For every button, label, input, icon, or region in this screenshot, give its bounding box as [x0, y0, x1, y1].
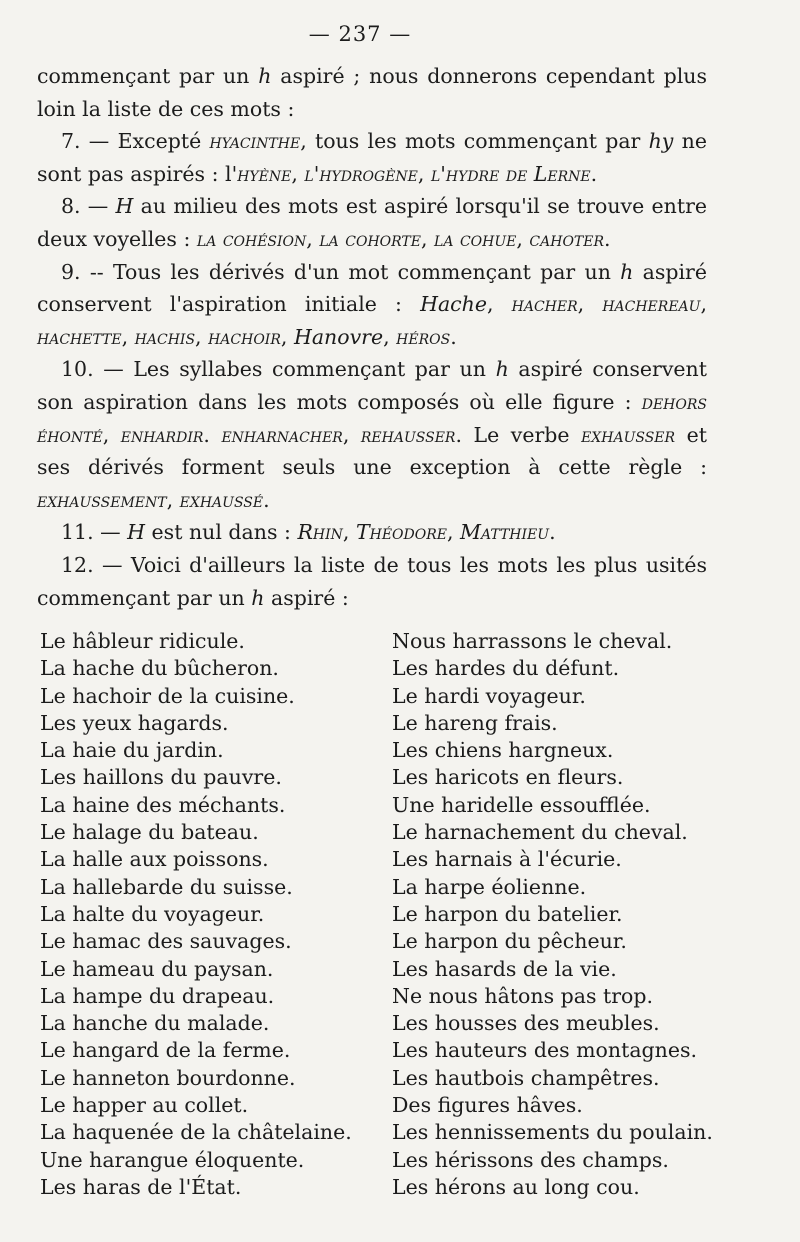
text-run: .: [203, 422, 222, 447]
text-run: aspiré ; nous donnerons cependant plus loin la liste de ces mots :: [37, 64, 707, 121]
text-run: hachette: [37, 324, 122, 349]
text-run: ,: [342, 520, 356, 545]
text-run: enhardir: [120, 422, 204, 447]
text-run: .: [549, 520, 556, 545]
list-item: Le happer au collet.: [40, 1093, 249, 1118]
text-run: ,: [166, 487, 180, 512]
text-run: . Le verbe: [455, 422, 582, 447]
text-run: ,: [516, 226, 530, 251]
text-run: la cohue: [434, 226, 517, 251]
text-run: .: [604, 226, 611, 251]
text-run: ,: [700, 292, 707, 317]
text-run: hyacinthe: [209, 129, 301, 154]
text-run: aspiré conservent son aspiration dans les mots composés où elle figure :: [37, 357, 707, 414]
list-item: Les hautbois champêtres.: [392, 1065, 660, 1090]
text-run: 9. -- Tous les dérivés d'un mot commençant par un: [61, 259, 621, 284]
list-item: La hampe du drapeau.: [40, 983, 275, 1008]
list-item: Les hérissons des champs.: [392, 1147, 669, 1172]
list-item: La halle aux poissons.: [40, 847, 269, 872]
list-item: Les hennissements du poulain.: [392, 1120, 713, 1145]
list-item: Une harangue éloquente.: [40, 1147, 305, 1172]
text-run: ,: [195, 324, 209, 349]
text-run: .: [263, 487, 270, 512]
list-item: Le harnachement du cheval.: [392, 820, 688, 845]
list-item: Les chiens hargneux.: [392, 738, 614, 763]
text-run: aspiré conservent l'aspiration initiale :: [37, 259, 707, 317]
text-run: 7. — Excepté: [61, 129, 210, 154]
text-run: exhausser: [581, 422, 676, 447]
list-item: La haquenée de la châtelaine.: [40, 1120, 352, 1145]
text-run: ,: [121, 324, 135, 349]
paragraph-rule-8: [37, 190, 707, 255]
list-item: Le harpon du pêcheur.: [392, 929, 627, 954]
list-item: Les harnais à l'écurie.: [392, 847, 622, 872]
text-run: .: [450, 324, 457, 349]
paragraph-rule-11: [37, 516, 707, 549]
text-run: h: [620, 259, 634, 284]
list-item: Le hangard de la ferme.: [40, 1038, 291, 1063]
list-item: Les hardes du défunt.: [392, 656, 620, 681]
list-item: Les hasards de la vie.: [392, 956, 617, 981]
list-item: La hache du bûcheron.: [40, 656, 279, 681]
text-run: hachoir: [208, 324, 281, 349]
text-run: ne sont pas aspirés : l': [37, 129, 707, 186]
list-item: La haie du jardin.: [40, 738, 224, 763]
list-item: Des figures hâves.: [392, 1093, 583, 1118]
list-item: Les haricots en fleurs.: [392, 765, 624, 790]
text-run: l'hydre de Lerne: [430, 161, 591, 186]
text-run: Hanovre: [293, 324, 384, 349]
text-run: exhaussement: [37, 487, 167, 512]
text-run: hachereau: [602, 292, 701, 317]
text-run: Théodore: [355, 520, 447, 545]
text-run: 8. —: [61, 194, 116, 219]
list-item: La harpe éolienne.: [392, 874, 587, 899]
text-run: au milieu des mots est aspiré lorsqu'il se trouve entre deux voyelles :: [37, 194, 707, 251]
text-run: aspiré :: [264, 585, 349, 610]
text-run: exhaussé: [179, 487, 264, 512]
list-item: Les haillons du pauvre.: [40, 765, 282, 790]
text-run: ,: [306, 226, 320, 251]
text-run: cahoter: [529, 226, 605, 251]
list-item: La halte du voyageur.: [40, 901, 265, 926]
text-run: Hache: [420, 292, 487, 317]
text-run: ,: [280, 324, 294, 349]
list-item: Nous harrassons le cheval.: [392, 629, 673, 653]
list-item: Le harpon du batelier.: [392, 901, 623, 926]
list-item: Les haras de l'État.: [40, 1174, 242, 1199]
text-run: hachis: [134, 324, 196, 349]
rules-text: [37, 60, 707, 614]
list-item: Le hamac des sauvages.: [40, 929, 292, 954]
text-run: H: [115, 194, 134, 219]
text-run: hy: [648, 129, 674, 154]
list-item: Le hanneton bourdonne.: [40, 1065, 296, 1090]
text-run: ,: [577, 292, 603, 317]
text-run: éhonté: [37, 422, 103, 447]
text-run: h: [495, 357, 509, 382]
text-run: rehausser: [360, 422, 456, 447]
text-run: ,: [417, 161, 431, 186]
text-run: ,: [420, 226, 435, 251]
text-run: est nul dans :: [145, 520, 298, 545]
list-item: Les housses des meubles.: [392, 1011, 660, 1036]
text-run: ,: [383, 324, 397, 349]
text-run: et ses dérivés forment seuls une exception à cette règle :: [37, 422, 707, 480]
paragraph-rule-12: [37, 549, 707, 614]
text-run: la cohésion: [196, 226, 307, 251]
paragraph-rule-7: [37, 125, 707, 190]
list-item: Le hâbleur ridicule.: [40, 629, 245, 653]
text-run: ,: [486, 292, 512, 317]
text-run: .: [590, 161, 598, 186]
text-run: H: [127, 520, 146, 545]
page-number: — 237 —: [308, 22, 412, 46]
list-item: Ne nous hâtons pas trop.: [392, 983, 654, 1008]
list-item: La hallebarde du suisse.: [40, 874, 293, 899]
paragraph-rule-10: [37, 353, 707, 516]
list-item: Le hardi voyageur.: [392, 683, 586, 708]
list-item: Les hauteurs des montagnes.: [392, 1038, 698, 1063]
list-item: Les yeux hagards.: [40, 710, 229, 735]
text-run: ,: [291, 161, 305, 186]
text-run: l'hydrogène: [304, 161, 418, 186]
text-run: Rhin: [297, 520, 343, 545]
text-run: hacher: [511, 292, 578, 317]
list-item: Le halage du bateau.: [40, 820, 259, 845]
text-run: 12. — Voici d'ailleurs la liste de tous les mots les plus usités commençant par un: [37, 552, 707, 610]
paragraph-rule-9: [37, 256, 707, 354]
list-item: Le hachoir de la cuisine.: [40, 683, 295, 708]
word-list-right-column: [392, 628, 737, 1201]
text-run: commençant par un: [37, 64, 259, 88]
text-run: h: [258, 64, 272, 88]
text-run: 11. —: [61, 520, 128, 545]
text-run: h: [251, 585, 265, 610]
paragraph-intro: [37, 60, 707, 125]
text-run: ,: [342, 422, 361, 447]
text-run: enharnacher: [221, 422, 343, 447]
text-run: ,: [446, 520, 461, 545]
text-run: ,: [102, 422, 121, 447]
word-list-left-column: [40, 628, 385, 1201]
text-run: hyène: [237, 161, 292, 186]
list-item: La haine des méchants.: [40, 792, 286, 817]
list-item: Les hérons au long cou.: [392, 1174, 640, 1199]
list-item: La hanche du malade.: [40, 1011, 270, 1036]
list-item: Une haridelle essoufflée.: [392, 792, 651, 817]
text-run: la cohorte: [319, 226, 421, 251]
list-item: Le hareng frais.: [392, 710, 558, 735]
text-run: héros: [396, 324, 451, 349]
text-run: Matthieu: [460, 520, 550, 545]
list-item: Le hameau du paysan.: [40, 956, 274, 981]
text-run: , tous les mots commençant par: [300, 129, 649, 154]
text-run: dehors: [641, 389, 707, 414]
text-run: 10. — Les syllabes commençant par un: [61, 357, 496, 382]
